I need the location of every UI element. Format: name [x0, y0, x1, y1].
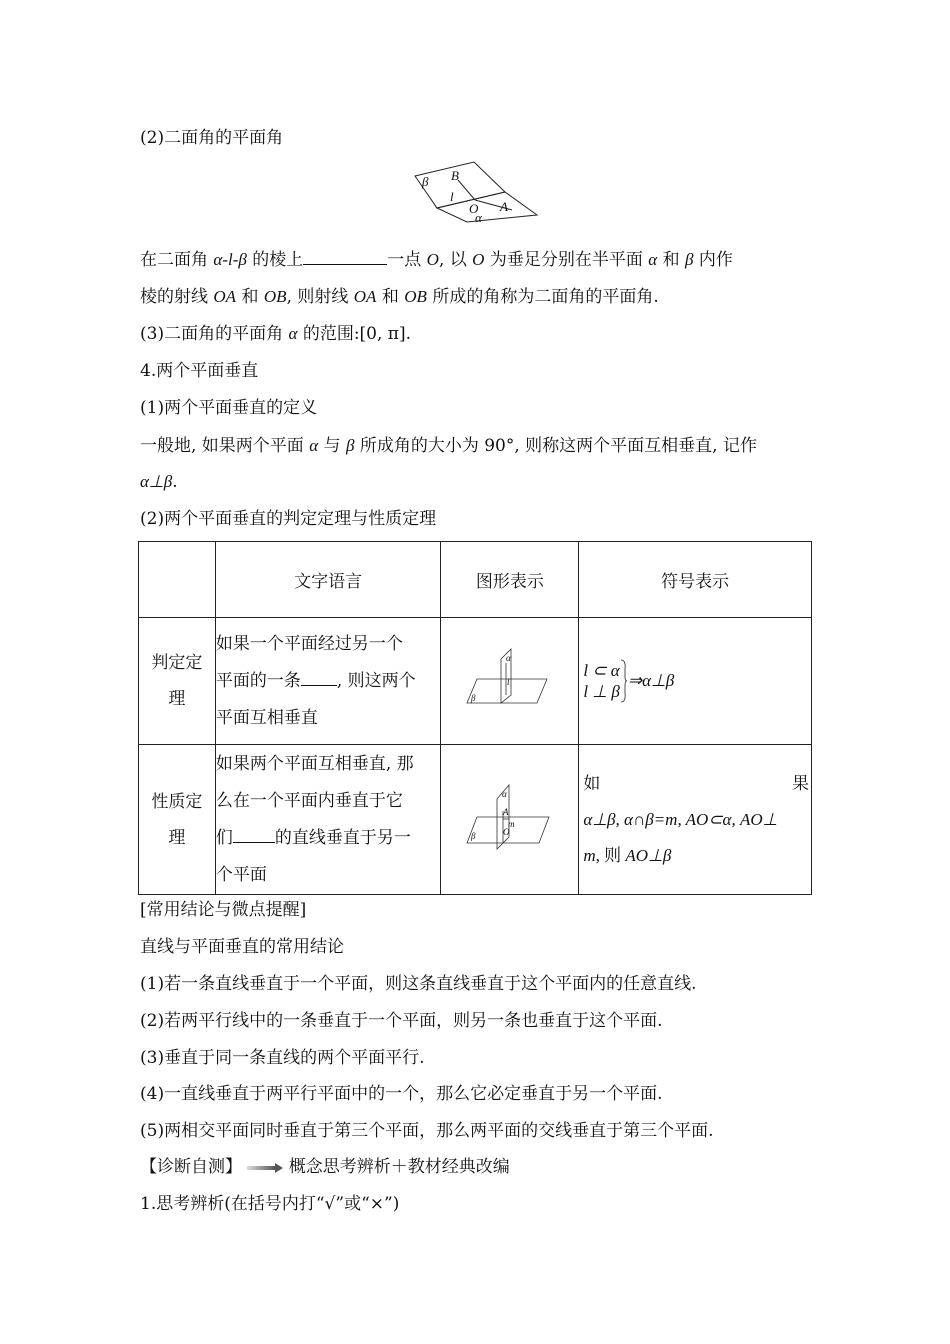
conclusions-title: 直线与平面垂直的常用结论: [140, 937, 344, 957]
table-row-criterion: [139, 618, 812, 745]
label-alpha: α: [475, 210, 482, 225]
perpendicular-definition-line1: 一般地, 如果两个平面 α 与 β 所成角的大小为 90°, 则称这两个平面互相垂直, 记作: [140, 436, 757, 456]
property-figure-cell: [441, 745, 579, 895]
svg-text:l: l: [506, 676, 510, 687]
svg-text:β: β: [470, 831, 476, 841]
svg-text:β: β: [470, 692, 476, 703]
criterion-text: 如果一个平面经过另一个 平面的一条 , 则这两个 平面互相垂直: [215, 618, 441, 745]
header-symbol: 符号表示: [579, 542, 812, 618]
label-A: A: [500, 199, 508, 214]
diagnosis-subtitle: 概念思考辨析＋教材经典改编: [288, 1157, 510, 1177]
fill-blank[interactable]: [301, 667, 337, 686]
label-O: O: [469, 201, 479, 216]
section-heading-plane-angle: (2)二面角的平面角: [140, 128, 284, 148]
subheading-definition: (1)两个平面垂直的定义: [140, 398, 318, 418]
plane-angle-definition-line1: 在二面角 α-l-β 的棱上 一点 O, 以 O 为垂足分别在半平面 α 和 β 内作: [140, 246, 733, 272]
property-symbol: 如 果 α⊥β, α∩β=m, AO⊂α, AO⊥ m, 则 AO⊥β: [579, 745, 812, 895]
property-text: 如果两个平面互相垂直, 那 么在一个平面内垂直于它 们 的直线垂直于另一 个平面: [215, 745, 441, 895]
ray-OB: [458, 180, 475, 200]
arrow-icon: [247, 1163, 283, 1173]
label-l: l: [450, 189, 454, 204]
subheading-theorems: (2)两个平面垂直的判定定理与性质定理: [140, 509, 437, 529]
theorem-table: [138, 541, 812, 895]
conclusion-item: (1)若一条直线垂直于一个平面，则这条直线垂直于这个平面内的任意直线.: [140, 974, 697, 994]
diagnosis-header: [140, 1155, 510, 1179]
section-heading-perpendicular-planes: 4.两个平面垂直: [140, 361, 259, 381]
criterion-figure: [465, 645, 555, 713]
label-beta: β: [422, 174, 429, 189]
row-label-property: 性质定 理: [139, 745, 216, 895]
plane-angle-definition-line2: 棱的射线 OA 和 OB, 则射线 OA 和 OB 所成的角称为二面角的平面角.: [140, 287, 659, 307]
property-figure: [465, 781, 555, 853]
row-label-criterion: 判定定 理: [139, 618, 216, 745]
conclusions-tag: [常用结论与微点提醒]: [140, 900, 307, 920]
brace-icon: [620, 659, 628, 703]
fill-blank[interactable]: [303, 246, 387, 265]
conclusion-item: (2)若两平行线中的一条垂直于一个平面，则另一条也垂直于这个平面.: [140, 1011, 663, 1031]
criterion-figure-cell: [441, 618, 579, 745]
table-row-property: [139, 745, 812, 895]
svg-text:α: α: [501, 789, 507, 799]
header-figure: 图形表示: [441, 542, 579, 618]
half-plane-beta: [415, 162, 505, 208]
conclusion-item: (5)两相交平面同时垂直于第三个平面，那么两平面的交线垂直于第三个平面.: [140, 1121, 714, 1141]
diagnosis-tag: 【诊断自测】: [140, 1157, 242, 1177]
question-1-heading: 1.思考辨析(在括号内打“√”或“×”): [140, 1194, 400, 1214]
perpendicular-definition-line2: α⊥β.: [140, 472, 178, 492]
conclusion-item: (3)垂直于同一条直线的两个平面平行.: [140, 1048, 425, 1068]
svg-text:α: α: [505, 652, 511, 663]
dihedral-angle-diagram: [412, 160, 542, 228]
table-header-row: [139, 542, 812, 618]
criterion-symbol: l ⊂ α l ⊥ β ⇒α⊥β: [579, 618, 812, 745]
svg-text:A: A: [502, 807, 509, 817]
label-B: B: [451, 168, 459, 183]
header-blank: [139, 542, 216, 618]
plane-angle-range: (3)二面角的平面角 α 的范围:[0, π].: [140, 324, 412, 344]
fill-blank[interactable]: [233, 824, 275, 843]
svg-text:m: m: [507, 819, 515, 829]
conclusion-item: (4)一直线垂直于两平行平面中的一个，那么它必定垂直于另一个平面.: [140, 1084, 663, 1104]
header-text-language: 文字语言: [215, 542, 441, 618]
svg-text:O: O: [502, 827, 510, 837]
